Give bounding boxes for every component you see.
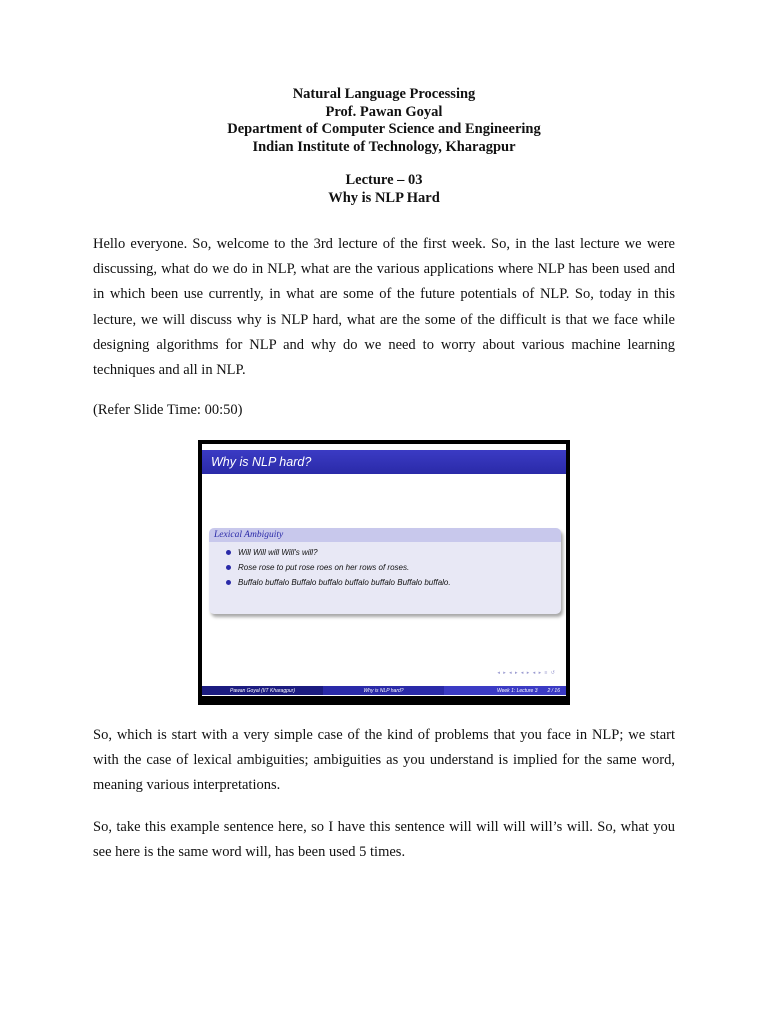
footer-page: 2 / 16 xyxy=(547,687,560,694)
example-sentence: Buffalo buffalo Buffalo buffalo buffalo buffalo Buffalo buffalo. xyxy=(238,578,451,587)
example-list xyxy=(226,545,451,590)
lexical-ambiguity-block xyxy=(209,528,561,614)
footer-author: Pawan Goyal (IIT Kharagpur) xyxy=(202,686,323,695)
block-title: Lexical Ambiguity xyxy=(214,530,284,540)
lecture-number: Lecture – 03 xyxy=(345,172,423,188)
footer-title: Why is NLP hard? xyxy=(323,686,444,695)
slide-title-bar xyxy=(202,450,566,474)
intro-paragraph: Hello everyone. So, welcome to the 3rd lecture of the first week. So, in the last lecture we were discussing, what do we do in NLP, what are the various applications where NLP has been used and in which been use currently, in what are some of the future potentials of NLP. So, today in this lecture, we will discuss why is NLP hard, what are the some of the difficult is that we face while designing algorithms for NLP and why do we need to worry about various machine learning techniques and all in NLP. xyxy=(93,236,675,379)
block-header xyxy=(209,528,561,542)
slide-canvas xyxy=(202,444,566,696)
list-item xyxy=(226,560,451,575)
lecture-title: Why is NLP Hard xyxy=(328,189,440,206)
footer-week: Week 1: Lecture 3 xyxy=(496,687,538,694)
slide-title: Why is NLP hard? xyxy=(211,455,312,469)
paragraph-lexical-ambiguity: So, which is start with a very simple case of the kind of problems that you face in NLP; we start with the case of lexical ambiguities; ambiguities as you understand is implied for the same word, meaning various interpretations. xyxy=(93,727,675,794)
refer-slide-time: (Refer Slide Time: 00:50) xyxy=(93,402,243,418)
example-sentence: Will Will will Will's will? xyxy=(238,548,318,557)
bullet-icon xyxy=(226,565,231,570)
footer-week-page xyxy=(444,686,566,695)
document-header xyxy=(0,86,768,156)
paragraph-will-example: So, take this example sentence here, so I have this sentence will will will will’s will. So, what you see here is the same word will, has been used 5 times. xyxy=(93,819,675,861)
department-name: Department of Computer Science and Engineering xyxy=(227,121,541,137)
institute-name: Indian Institute of Technology, Kharagpur xyxy=(252,138,516,155)
slide-footer xyxy=(202,686,566,695)
slide-navigation-icons: ◂ ▸ ◂ ▸ ◂ ▸ ◂ ▸ ≡ ↺ xyxy=(497,670,556,676)
bullet-icon xyxy=(226,580,231,585)
bullet-icon xyxy=(226,550,231,555)
example-sentence: Rose rose to put rose roes on her rows of roses. xyxy=(238,563,410,572)
professor-name: Prof. Pawan Goyal xyxy=(325,103,443,120)
list-item xyxy=(226,545,451,560)
list-item xyxy=(226,575,451,590)
course-title: Natural Language Processing xyxy=(292,86,476,102)
lecture-heading xyxy=(0,172,768,207)
lecture-slide xyxy=(198,440,570,705)
